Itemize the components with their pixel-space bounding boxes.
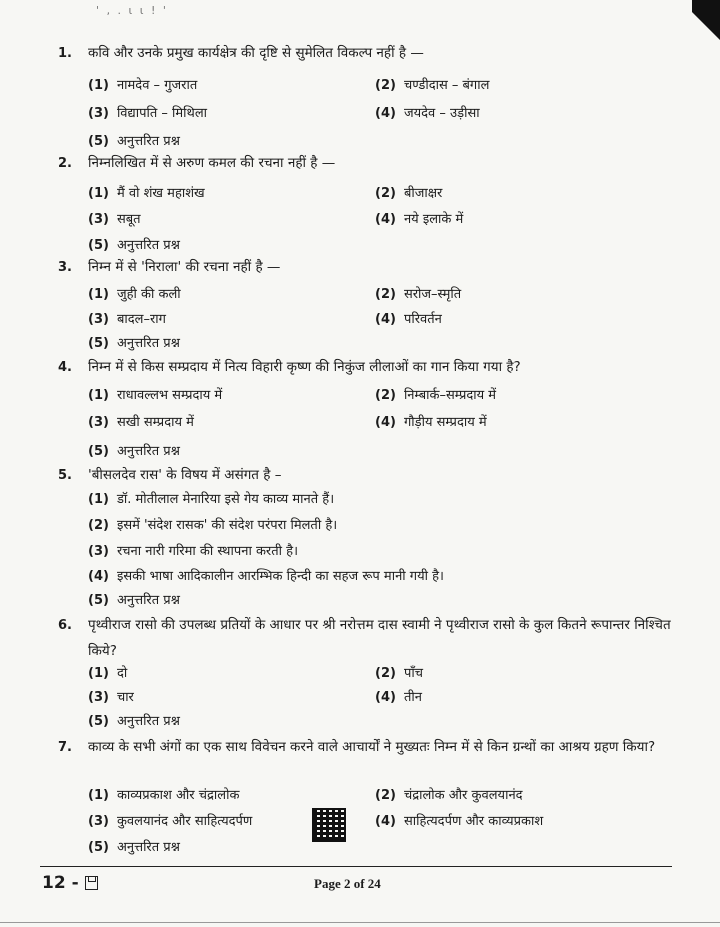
option-2: (2) इसमें 'संदेश रासक' की संदेश परंपरा मिलती है। bbox=[88, 518, 338, 533]
option-4: (4) परिवर्तन bbox=[375, 312, 442, 327]
option-5: (5) अनुत्तरित प्रश्न bbox=[88, 593, 180, 608]
option-4: (4) तीन bbox=[375, 690, 422, 705]
option-1: (1) राधावल्लभ सम्प्रदाय में bbox=[88, 388, 223, 403]
disk-icon bbox=[85, 876, 98, 890]
option-2: (2) चंद्रालोक और कुवलयानंद bbox=[375, 788, 523, 803]
question-text: निम्न में से 'निराला' की रचना नहीं है — bbox=[88, 259, 281, 275]
scan-marks: ' ‚ . ι ι ! ' bbox=[96, 4, 168, 17]
option-4: (4) साहित्यदर्पण और काव्यप्रकाश bbox=[375, 814, 544, 829]
qr-code bbox=[312, 808, 346, 842]
option-1: (1) नामदेव – गुजरात bbox=[88, 78, 198, 93]
question-text: पृथ्वीराज रासो की उपलब्ध प्रतियों के आधार पर श्री नरोत्तम दास स्वामी ने पृथ्वीराज रासो के कुल कितने रूपान्तर निश्चित किये? bbox=[88, 617, 671, 659]
question-number: 1. bbox=[58, 46, 72, 61]
option-3: (3) कुवलयानंद और साहित्यदर्पण bbox=[88, 814, 253, 829]
option-3: (3) बादल–राग bbox=[88, 312, 166, 327]
question-number: 4. bbox=[58, 360, 72, 375]
page-code: 12 - bbox=[42, 873, 98, 893]
option-2: (2) सरोज–स्मृति bbox=[375, 287, 462, 302]
option-5: (5) अनुत्तरित प्रश्न bbox=[88, 840, 180, 855]
option-3: (3) सखी सम्प्रदाय में bbox=[88, 415, 194, 430]
option-5: (5) अनुत्तरित प्रश्न bbox=[88, 444, 180, 459]
option-3: (3) सबूत bbox=[88, 212, 141, 227]
question-number: 6. bbox=[58, 618, 72, 633]
option-1: (1) दो bbox=[88, 666, 128, 681]
option-1: (1) जुही की कली bbox=[88, 287, 181, 302]
option-4: (4) इसकी भाषा आदिकालीन आरम्भिक हिन्दी का सहज रूप मानी गयी है। bbox=[88, 569, 444, 584]
option-5: (5) अनुत्तरित प्रश्न bbox=[88, 336, 180, 351]
option-3: (3) चार bbox=[88, 690, 134, 705]
scan-page-edge bbox=[692, 0, 720, 60]
page-number: Page 2 of 24 bbox=[314, 876, 381, 891]
footer-divider bbox=[40, 866, 672, 867]
option-1: (1) काव्यप्रकाश और चंद्रालोक bbox=[88, 788, 240, 803]
option-3: (3) रचना नारी गरिमा की स्थापना करती है। bbox=[88, 544, 298, 559]
option-5: (5) अनुत्तरित प्रश्न bbox=[88, 134, 180, 149]
question-text: काव्य के सभी अंगों का एक साथ विवेचन करने वाले आचार्यों ने मुख्यतः निम्न में से किन ग्रन्थों का आश्रय ग्रहण किया? bbox=[88, 739, 656, 755]
option-5: (5) अनुत्तरित प्रश्न bbox=[88, 238, 180, 253]
option-2: (2) चण्डीदास – बंगाल bbox=[375, 78, 490, 93]
question-text: कवि और उनके प्रमुख कार्यक्षेत्र की दृष्टि से सुमेलित विकल्प नहीं है — bbox=[88, 45, 424, 61]
option-2: (2) बीजाक्षर bbox=[375, 186, 443, 201]
option-4: (4) गौड़ीय सम्प्रदाय में bbox=[375, 415, 487, 430]
option-2: (2) पाँच bbox=[375, 666, 423, 681]
question-text: निम्नलिखित में से अरुण कमल की रचना नहीं है — bbox=[88, 155, 336, 171]
option-5: (5) अनुत्तरित प्रश्न bbox=[88, 714, 180, 729]
option-1: (1) मैं वो शंख महाशंख bbox=[88, 186, 205, 201]
question-number: 2. bbox=[58, 156, 72, 171]
option-4: (4) नये इलाके में bbox=[375, 212, 464, 227]
question-number: 3. bbox=[58, 260, 72, 275]
option-2: (2) निम्बार्क–सम्प्रदाय में bbox=[375, 388, 497, 403]
question-number: 5. bbox=[58, 468, 72, 483]
question-text: निम्न में से किस सम्प्रदाय में नित्य विहारी कृष्ण की निकुंज लीलाओं का गान किया गया है? bbox=[88, 359, 521, 375]
question-text: 'बीसलदेव रास' के विषय में असंगत है – bbox=[88, 467, 282, 483]
bottom-edge bbox=[0, 922, 720, 923]
question-number: 7. bbox=[58, 740, 72, 755]
option-1: (1) डॉ. मोतीलाल मेनारिया इसे गेय काव्य मानते हैं। bbox=[88, 492, 335, 507]
option-3: (3) विद्यापति – मिथिला bbox=[88, 106, 208, 121]
option-4: (4) जयदेव – उड़ीसा bbox=[375, 106, 480, 121]
